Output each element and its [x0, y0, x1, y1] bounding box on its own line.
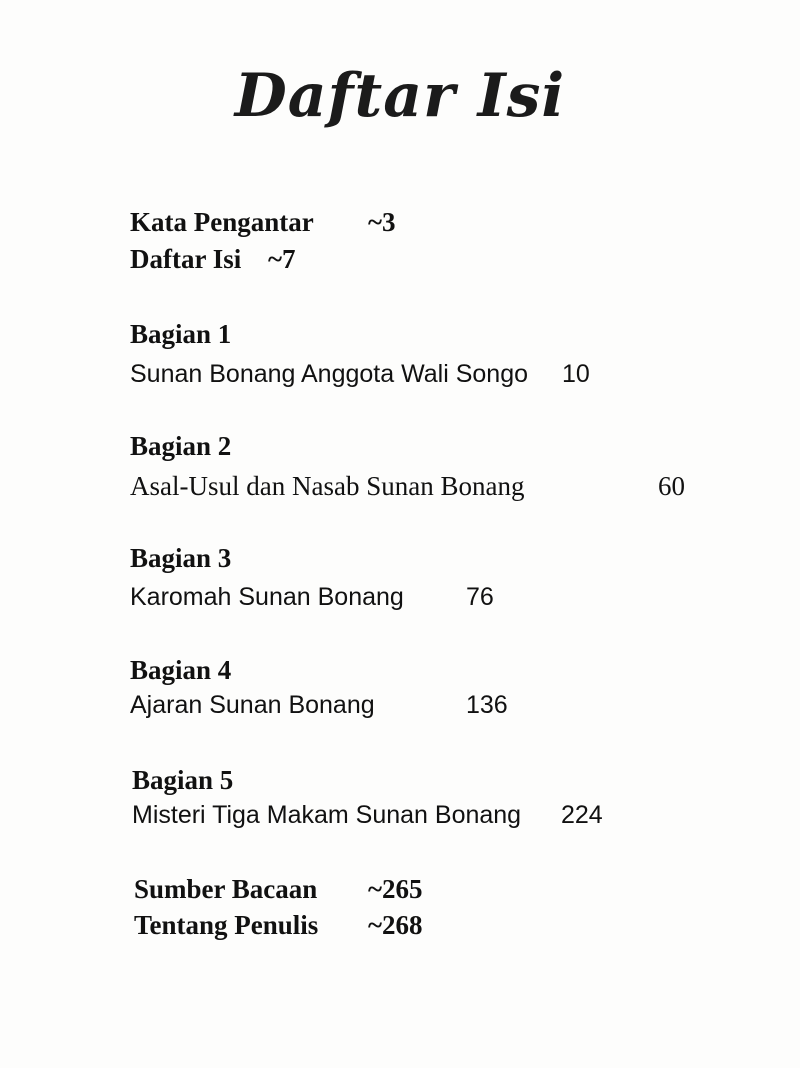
toc-page-number: ~268: [368, 910, 423, 940]
part-heading: Bagian 1: [130, 319, 232, 349]
toc-page-number: ~3: [368, 207, 396, 237]
toc-label: Kata Pengantar: [130, 207, 314, 237]
toc-label: Daftar Isi: [130, 244, 242, 274]
part-heading: Bagian 4: [130, 655, 232, 685]
chapter-title: Ajaran Sunan Bonang: [130, 691, 375, 719]
chapter-title: Misteri Tiga Makam Sunan Bonang: [132, 801, 522, 829]
chapter-title: Karomah Sunan Bonang: [130, 583, 404, 611]
part-heading: Bagian 5: [132, 765, 234, 795]
chapter-page-number: 10: [562, 360, 590, 388]
part-heading: Bagian 2: [130, 431, 232, 461]
toc-page-number: ~7: [268, 244, 296, 274]
chapter-page-number: 76: [466, 583, 494, 611]
chapter-page-number: 224: [561, 801, 603, 829]
toc-label: Sumber Bacaan: [134, 874, 318, 904]
part-heading: Bagian 3: [130, 543, 232, 573]
chapter-title: Sunan Bonang Anggota Wali Songo: [130, 360, 528, 388]
chapter-title: Asal-Usul dan Nasab Sunan Bonang: [130, 471, 525, 501]
page-title: Daftar Isi: [234, 61, 566, 131]
chapter-page-number: 60: [658, 471, 685, 501]
toc-page-number: ~265: [368, 874, 423, 904]
chapter-page-number: 136: [466, 691, 508, 719]
toc-label: Tentang Penulis: [134, 910, 319, 940]
